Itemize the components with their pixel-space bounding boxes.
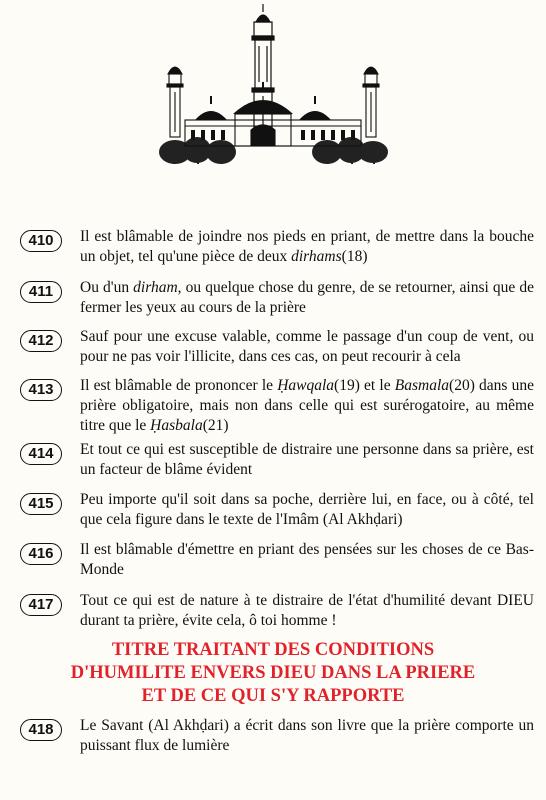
verse-number-badge: 416	[20, 543, 62, 565]
verse-text: Le Savant (Al Akhḍari) a écrit dans son livre que la prière comporte un puissant flux de lumière	[80, 717, 534, 754]
verse-text: Il est blâmable de joindre nos pieds en priant, de mettre dans la bouche un objet, tel qu'une pièce de deux dirhams(18)	[80, 228, 534, 265]
verse-number-badge: 413	[20, 379, 62, 401]
verse-number-badge: 415	[20, 493, 62, 515]
verse-number-badge: 410	[20, 230, 62, 252]
verse-number-badge: 417	[20, 594, 62, 616]
verse-number-badge: 412	[20, 330, 62, 352]
verse-number-badge: 418	[20, 719, 62, 741]
verse-text: Et tout ce qui est susceptible de distraire une personne dans sa prière, est un facteur de blâme évident	[80, 441, 534, 478]
section-heading	[40, 639, 506, 708]
verse-number-badge: 414	[20, 443, 62, 465]
verse-text: Tout ce qui est de nature à te distraire de l'état d'humilité devant DIEU durant ta prière, évite cela, ô toi homme !	[80, 592, 534, 629]
section-heading-line: TITRE TRAITANT DES CONDITIONS	[111, 640, 435, 660]
verse-number-badge: 411	[20, 281, 62, 303]
verse-text: Peu importe qu'il soit dans sa poche, derrière lui, en face, ou à côté, tel que cela figure dans le texte de l'Imâm (Al Akhḍari)	[80, 491, 534, 528]
verse-text: Il est blâmable de prononcer le Ḥawqala(19) et le Basmala(20) dans une prière obligatoire, mais non dans celle qui est surérogatoire, au même titre que le Ḥasbala(21)	[80, 377, 534, 434]
verse-text: Il est blâmable d'émettre en priant des pensées sur les choses de ce Bas-Monde	[80, 541, 534, 578]
section-heading-line: D'HUMILITE ENVERS DIEU DANS LA PRIERE	[70, 663, 476, 683]
mosque-icon	[155, 2, 391, 164]
section-heading-line: ET DE CE QUI S'Y RAPPORTE	[141, 686, 405, 706]
verse-text: Sauf pour une excuse valable, comme le passage d'un coup de vent, ou pour ne pas voir l'illicite, dans ces cas, on peut recourir à cela	[80, 328, 534, 365]
verse-text: Ou d'un dirham, ou quelque chose du genre, de se retourner, ainsi que de fermer les yeux au cours de la prière	[80, 279, 534, 316]
